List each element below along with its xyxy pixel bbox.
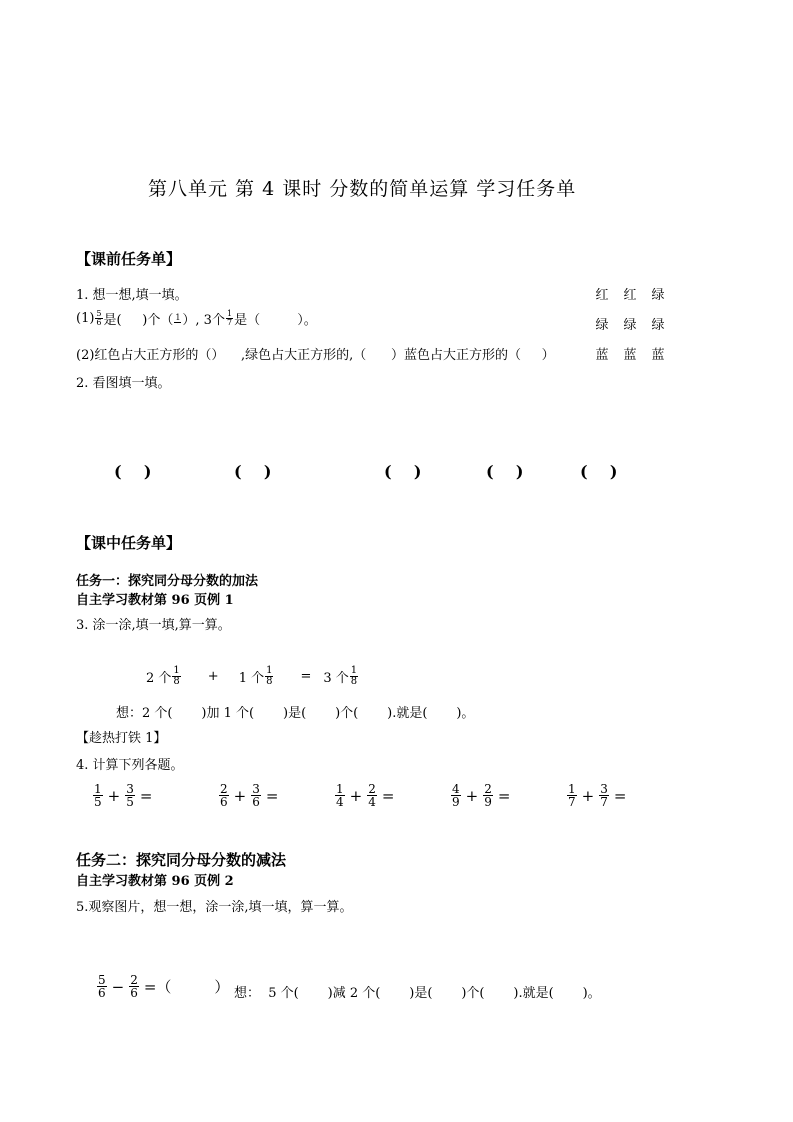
task-2-title: 任务二：探究同分母分数的减法 [76,851,287,869]
fraction-denominator: 8 [173,676,180,687]
fraction-denominator: 9 [452,795,460,809]
task-1-think: 想：2 个( )加 1 个( )是( )个( ).就是( )。 [116,706,475,721]
fraction [219,783,229,808]
fraction-denominator: 8 [266,676,273,687]
equals-sign: = [381,786,395,805]
plus-sign: + [233,786,247,805]
fraction [350,666,358,687]
fraction [367,783,377,808]
fraction [125,783,135,808]
fraction [451,783,461,808]
answer-blank[interactable]: ( ) [384,462,422,481]
plus-sign: + [207,669,219,684]
fraction [97,974,107,999]
fraction-denominator: 5 [126,795,134,809]
fraction-numerator: 4 [452,782,460,796]
sum-expression [566,783,626,808]
answer-blank[interactable]: ( ) [114,462,152,481]
question-2-label: 2. 看图填一填。 [76,376,171,391]
minus-sign: − [111,977,125,996]
fraction [129,974,139,999]
plus-sign: + [107,786,121,805]
fraction-denominator: 5 [94,795,102,809]
fraction-numerator: 1 [336,782,344,796]
sum-expression [450,783,510,808]
color-cell: 绿 [651,288,665,303]
sum-expression [92,783,152,808]
equals-sign: = [300,669,312,684]
color-cell: 绿 [595,318,609,333]
fraction-numerator: 1 [266,665,273,676]
sum-expression [334,783,394,808]
fraction-denominator: 7 [226,318,233,327]
fraction-denominator: 4 [368,795,376,809]
color-grid-row [588,284,672,303]
fraction [172,666,180,687]
fraction-denominator: 9 [484,795,492,809]
fraction-denominator: 6 [130,986,138,1000]
question-5-label: 5.观察图片，想一想，涂一涂,填一填，算一算。 [76,900,353,915]
question-1-label: 1. 想一想,填一填。 [76,288,188,303]
color-cell: 绿 [623,318,637,333]
fraction-denominator: 8 [350,676,358,687]
equals-sign: = [265,786,279,805]
task-2-reference: 自主学习教材第 96 页例 2 [76,874,234,889]
term-a-label: 2 个 [146,671,172,686]
plus-sign: + [349,786,363,805]
fraction-numerator: 2 [484,782,492,796]
answer-blank[interactable]: =（ ） [143,978,230,996]
q1-line1-mid1: 是( )个（ [103,313,174,328]
q1-line1-end: 是（ ）。 [234,313,317,328]
pre-class-header: 【课前任务单】 [76,250,182,268]
in-class-header: 【课中任务单】 [76,534,182,552]
equals-sign: = [497,786,511,805]
color-cell: 蓝 [623,348,637,363]
answer-blank[interactable]: ( ) [234,462,272,481]
color-cell: 蓝 [651,348,665,363]
fraction-numerator: 1 [568,782,576,796]
answer-blank[interactable]: ( ) [486,462,524,481]
fraction-denominator: 6 [96,318,102,327]
fraction-denominator: 6 [98,986,106,1000]
fraction-denominator: 6 [252,795,260,809]
color-cell: 绿 [651,318,665,333]
color-grid-row [588,344,672,363]
fraction [265,666,273,687]
equals-sign: = [613,786,627,805]
plus-sign: + [581,786,595,805]
task-1-reference: 自主学习教材第 96 页例 1 [76,593,234,608]
fraction-numerator: 1 [173,665,180,676]
fraction-numerator: 3 [126,782,134,796]
plus-sign: + [465,786,479,805]
fraction-numerator: 1 [350,665,358,676]
color-cell: 红 [595,288,609,303]
equals-sign: = [139,786,153,805]
fraction-numerator: 1 [226,309,233,318]
q1-line1-prefix: (1) [76,311,95,326]
task-2-think: 想： 5 个( )减 2 个( )是( )个( ).就是( )。 [234,986,601,1001]
fraction-numerator: 2 [130,973,138,987]
fraction [483,783,493,808]
color-cell: 蓝 [595,348,609,363]
term-b-label: 1 个 [238,671,265,686]
subtraction-expression [96,974,229,999]
fraction-numerator: 1 [94,782,102,796]
task-1-title: 任务一：探究同分母分数的加法 [76,574,259,589]
fraction-numerator: 2 [368,782,376,796]
fraction [251,783,261,808]
fraction [226,310,233,327]
answer-blank[interactable]: ( ) [580,462,618,481]
color-cell: 红 [623,288,637,303]
fraction-denominator: 4 [336,795,344,809]
page-title: 第八单元 第 4 课时 分数的简单运算 学习任务单 [148,178,577,200]
fraction [93,783,103,808]
question-3-label: 3. 涂一涂,填一填,算一算。 [76,618,231,633]
fraction-denominator: 7 [600,795,608,809]
fraction-numerator: 3 [600,782,608,796]
fraction-denominator: 7 [568,795,576,809]
fraction-numerator: 5 [98,973,106,987]
practice-header: 【趁热打铁 1】 [76,731,167,746]
fraction-numerator: 1 [175,313,181,322]
fraction [567,783,577,808]
fraction [599,783,609,808]
fraction-numerator: 5 [96,309,102,318]
fraction-numerator: 2 [220,782,228,796]
term-c-label: 3 个 [323,671,349,686]
sum-expression [218,783,278,808]
color-grid-row [588,314,672,333]
fraction [174,314,181,323]
addition-example [146,666,359,687]
q1-line1-mid2: ）, 3个 [182,313,225,328]
fraction [335,783,345,808]
fraction-denominator: 6 [220,795,228,809]
question-4-label: 4. 计算下列各题。 [76,758,184,773]
question-1-line-2: (2)红色占大正方形的（） ,绿色占大正方形的,（ ）蓝色占大正方形的（ ） [76,348,555,363]
fraction [95,310,102,327]
question-1-line-1 [76,309,317,328]
fraction-numerator: 3 [252,782,260,796]
